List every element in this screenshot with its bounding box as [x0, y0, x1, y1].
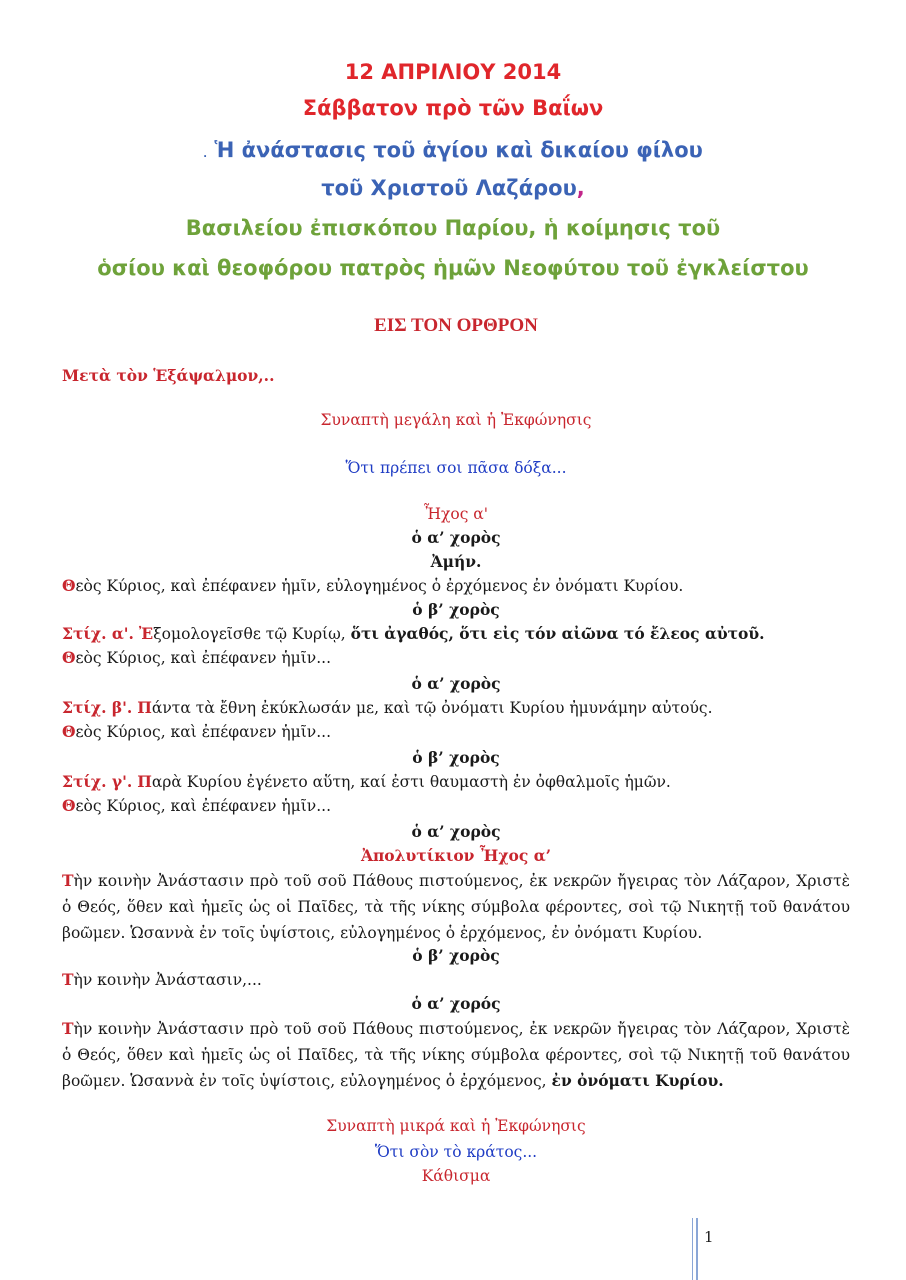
- stichos-label: Στίχ. γ'.: [62, 772, 133, 791]
- drop-initial: Θ: [62, 648, 76, 667]
- verse-text: εὸς Κύριος, καὶ ἐπέφανεν ἡμῖν...: [75, 649, 332, 667]
- verse-bold-text: ὅτι ἀγαθός, ὅτι εἰς τόν αἰῶνα τό ἔλεος αὐτοῦ.: [350, 624, 765, 643]
- rubric-synapte-mikra: Συναπτὴ μικρά καὶ ἡ Ἐκφώνησις: [326, 1117, 586, 1135]
- header-line1-text: Ἡ ἀνάστασις τοῦ ἁγίου καὶ δικαίου φίλου: [214, 138, 703, 162]
- stichos-c: [62, 770, 850, 794]
- drop-initial: Π: [137, 698, 152, 717]
- troparion-full-2: [62, 1016, 850, 1094]
- choir-label: ὁ α’ χορός: [411, 994, 501, 1013]
- amen-response: Ἀμήν.: [430, 552, 482, 571]
- header-saint-line2: ὁσίου καὶ θεοφόρου πατρὸς ἡμῶν Νεοφύτου τοῦ ἐγκλείστου: [97, 256, 809, 280]
- header-day: Σάββατον πρὸ τῶν Βαΐων: [302, 96, 604, 120]
- verse-text: εὸς Κύριος, καὶ ἐπέφανεν ἡμῖν, εὐλογημένος ὁ ἐρχόμενος ἐν ὀνόματι Κυρίου.: [75, 577, 684, 595]
- troparion-text: ὴν κοινὴν Ἀνάστασιν,...: [73, 971, 262, 989]
- drop-initial: Θ: [62, 796, 76, 815]
- verse-text: εὸς Κύριος, καὶ ἐπέφανεν ἡμῖν...: [75, 797, 332, 815]
- drop-initial: Τ: [62, 871, 74, 890]
- header-saint-line1: Βασιλείου ἐπισκόπου Παρίου, ἡ κοίμησις τοῦ: [185, 216, 721, 240]
- header-line2-text: τοῦ Χριστοῦ Λαζάρου: [321, 176, 577, 200]
- page-number: 1: [704, 1228, 714, 1246]
- choir-label: ὁ α’ χορὸς: [411, 528, 501, 547]
- header-feast-line2: [0, 176, 906, 200]
- stichos-a: [62, 622, 850, 646]
- header-feast-line1: [0, 138, 906, 162]
- ekphonesis-oti-prepei: Ὅτι πρέπει σοι πᾶσα δόξα...: [345, 459, 567, 477]
- choir-label: ὁ α’ χορὸς: [411, 822, 501, 841]
- drop-initial: Τ: [62, 970, 74, 989]
- page-number-rule-inner: [697, 1218, 698, 1280]
- theos-kyrios-full: [62, 574, 850, 598]
- troparion-text: ὴν κοινὴν Ἀνάστασιν πρὸ τοῦ σοῦ Πάθους πιστούμενος, ἐκ νεκρῶν ἤγειρας τὸν Λάζαρον, Χριστὲ ὁ Θεός, ὅθεν καὶ ἡμεῖς ὡς οἱ Παῖδες, τὰ τῆς νίκης σύμβολα φέροντες, σοὶ τῷ Νικητῇ τοῦ θανάτου βοῶμεν. Ὡσαννὰ ἐν τοῖς ὑψίστοις, εὐλογημένος ὁ ἐρχόμενος, ἐν ὀνόματι Κυρίου.: [62, 872, 850, 942]
- verse-text: άντα τὰ ἔθνη ἐκύκλωσάν με, καὶ τῷ ὀνόματι Κυρίου ἠμυνάμην αὐτούς.: [151, 699, 713, 717]
- choir-label: ὁ β’ χορὸς: [412, 748, 500, 767]
- header-date: 12 ΑΠΡΙΛΙΟΥ 2014: [344, 60, 562, 84]
- header-line2-comma: ,: [576, 176, 585, 200]
- section-title: ΕΙΣ ΤΟΝ ΟΡΘΡΟΝ: [374, 315, 538, 336]
- verse-text: αρὰ Κυρίου ἐγένετο αὕτη, καί ἐστι θαυμαστὴ ἐν ὀφθαλμοῖς ἡμῶν.: [151, 773, 671, 791]
- theos-kyrios-short: [62, 646, 850, 670]
- drop-initial: Ἐ: [138, 624, 154, 643]
- theos-kyrios-short: [62, 720, 850, 744]
- echos-heading: Ἦχος α': [423, 505, 489, 523]
- troparion-text: ὴν κοινὴν Ἀνάστασιν πρὸ τοῦ σοῦ Πάθους πιστούμενος, ἐκ νεκρῶν ἤγειρας τὸν Λάζαρον, Χριστὲ ὁ Θεός, ὅθεν καὶ ἡμεῖς ὡς οἱ Παῖδες, τὰ τῆς νίκης σύμβολα φέροντες, σοὶ τῷ Νικητῇ τοῦ θανάτου βοῶμεν. Ὡσαννὰ ἐν τοῖς ὑψίστοις, εὐλογημένος ὁ ἐρχόμενος,: [62, 1020, 850, 1090]
- rubric-synapte-megale: Συναπτὴ μεγάλη καὶ ἡ Ἐκφώνησις: [320, 411, 592, 429]
- choir-label: ὁ α’ χορὸς: [411, 674, 501, 693]
- choir-label: ὁ β’ χορὸς: [412, 946, 500, 965]
- stichos-b: [62, 696, 850, 720]
- theos-kyrios-short: [62, 794, 850, 818]
- stichos-label: Στίχ. β'.: [62, 698, 133, 717]
- troparion-full-1: [62, 868, 850, 946]
- choir-label: ὁ β’ χορὸς: [412, 600, 500, 619]
- verse-text: ξομολογεῖσθε τῷ Κυρίῳ,: [153, 625, 351, 643]
- ekphonesis-oti-son: Ὅτι σὸν τὸ κράτος...: [374, 1143, 538, 1161]
- drop-initial: Τ: [62, 1019, 74, 1038]
- drop-initial: Θ: [62, 722, 76, 741]
- drop-initial: Θ: [62, 576, 76, 595]
- troparion-short: [62, 968, 850, 992]
- verse-text: εὸς Κύριος, καὶ ἐπέφανεν ἡμῖν...: [75, 723, 332, 741]
- drop-initial: Π: [137, 772, 152, 791]
- rubric-after-hexapsalmos: Μετὰ τὸν Ἑξάψαλμον,..: [62, 366, 275, 385]
- header-dot: .: [203, 149, 207, 160]
- troparion-bold-ending: ἐν ὀνόματι Κυρίου.: [551, 1071, 724, 1090]
- stichos-label: Στίχ. α'.: [62, 624, 134, 643]
- kathisma-heading: Κάθισμα: [421, 1167, 491, 1185]
- apolytikion-heading: Ἀπολυτίκιον Ἦχος α’: [360, 846, 552, 865]
